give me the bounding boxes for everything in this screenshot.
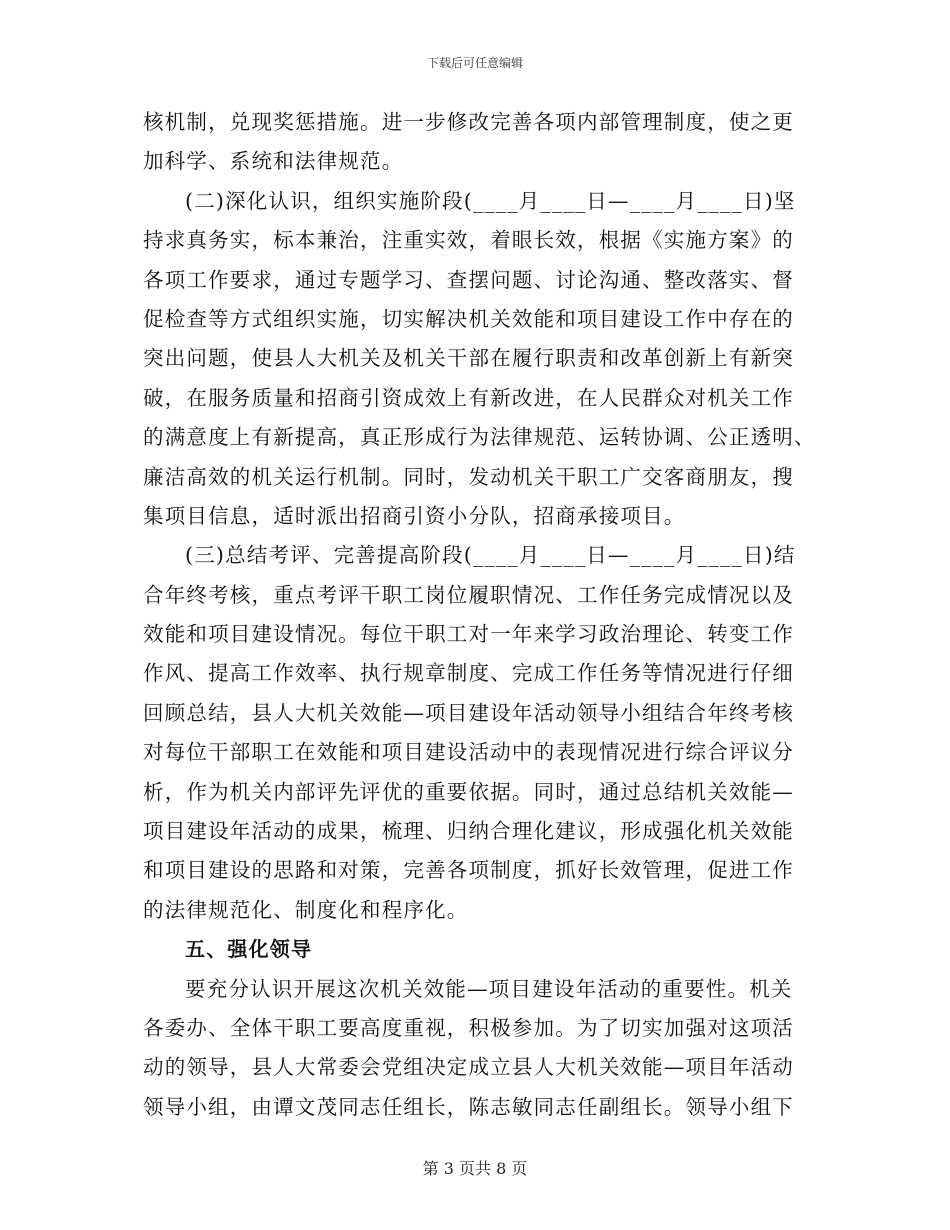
document-body <box>143 103 816 1127</box>
text-line: 突出问题，使县人大机关及机关干部在履行职责和改革创新上有新突 <box>143 346 794 371</box>
section-heading: 五、强化领导 <box>185 937 313 962</box>
text-line: 集项目信息，适时派出招商引资小分队，招商承接项目。 <box>143 503 686 528</box>
text-line: 廉洁高效的机关运行机制。同时，发动机关干职工广交客商朋友，搜 <box>143 464 794 489</box>
text-line: (二)深化认识，组织实施阶段(____月____日—____月____日)坚 <box>185 188 796 213</box>
text-line: 回顾总结，县人大机关效能—项目建设年活动领导小组结合年终考核 <box>143 700 794 725</box>
text-line: 对每位干部职工在效能和项目建设活动中的表现情况进行综合评议分 <box>143 740 794 765</box>
text-line: 析，作为机关内部评先评优的重要依据。同时，通过总结机关效能— <box>143 779 794 804</box>
text-line: 核机制，兑现奖惩措施。进一步修改完善各项内部管理制度，使之更 <box>143 110 794 134</box>
text-line: 动的领导，县人大常委会党组决定成立县人大机关效能—项目年活动 <box>143 1055 794 1080</box>
text-line: 破，在服务质量和招商引资成效上有新改进，在人民群众对机关工作 <box>143 385 794 410</box>
page-header: 下载后可任意编辑 <box>426 56 523 70</box>
text-line: 要充分认识开展这次机关效能—项目建设年活动的重要性。机关 <box>185 976 793 1001</box>
text-line: 作风、提高工作效率、执行规章制度、完成工作任务等情况进行仔细 <box>143 661 794 686</box>
text-line: 的法律规范化、制度化和程序化。 <box>143 897 469 922</box>
text-line: 和项目建设的思路和对策，完善各项制度，抓好长效管理，促进工作 <box>143 858 794 883</box>
text-line: 效能和项目建设情况。每位干职工对一年来学习政治理论、转变工作 <box>143 622 794 647</box>
text-line: 领导小组，由谭文茂同志任组长，陈志敏同志任副组长。领导小组下 <box>143 1094 794 1119</box>
text-line: 持求真务实，标本兼治，注重实效，着眼长效，根据《实施方案》的 <box>143 228 794 253</box>
text-line: 各委办、全体干职工要高度重视，积极参加。为了切实加强对这项活 <box>143 1015 794 1040</box>
text-line: 的满意度上有新提高，真正形成行为法律规范、运转协调、公正透明、 <box>143 425 816 450</box>
text-line: 项目建设年活动的成果，梳理、归纳合理化建议，形成强化机关效能 <box>143 819 794 844</box>
text-line: 合年终考核，重点考评干职工岗位履职情况、工作任务完成情况以及 <box>143 582 794 607</box>
text-line: 加科学、系统和法律规范。 <box>143 149 404 174</box>
text-line: (三)总结考评、完善提高阶段(____月____日—____月____日)结 <box>185 543 796 568</box>
text-line: 各项工作要求，通过专题学习、查摆问题、讨论沟通、整改落实、督 <box>143 267 794 292</box>
text-line: 促检查等方式组织实施，切实解决机关效能和项目建设工作中存在的 <box>143 306 794 331</box>
page-footer: 第 3 页共 8 页 <box>422 1159 528 1178</box>
